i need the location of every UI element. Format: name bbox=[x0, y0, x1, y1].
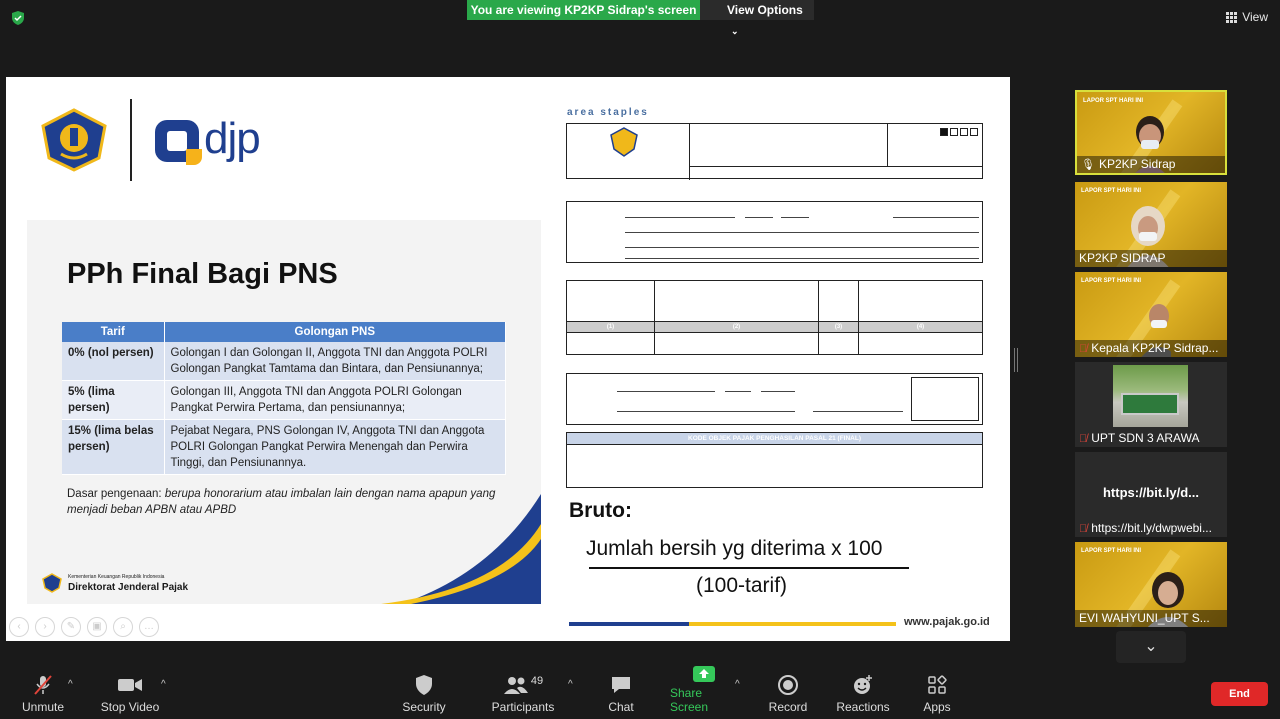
view-label: View bbox=[1242, 10, 1268, 24]
section-c-box bbox=[566, 373, 983, 425]
muted-mic-icon bbox=[32, 674, 54, 696]
tarif-cell: 5% (lima persen) bbox=[62, 381, 164, 420]
participant-name: KP2KP Sidrap bbox=[1098, 157, 1176, 171]
share-options-caret-icon[interactable]: ^ bbox=[735, 679, 740, 690]
view-options-button[interactable] bbox=[700, 0, 814, 36]
video-options-caret-icon[interactable]: ^ bbox=[161, 679, 166, 690]
shared-screen bbox=[6, 77, 1010, 641]
apps-icon bbox=[927, 675, 947, 695]
djp-logo-text: djp bbox=[204, 114, 260, 163]
nama-label: 3. NAMA bbox=[573, 225, 600, 232]
section-b-label: B. PPh PASAL 21 YANG DIPOTONG bbox=[566, 270, 676, 277]
tile-lapor-text: LAPOR SPT HARI INI bbox=[1081, 278, 1142, 284]
signature-box bbox=[911, 377, 979, 421]
slide-footer bbox=[42, 572, 188, 593]
section-a-label: A. IDENTITAS PENERIMA PENGHASILAN YANG DIPOTONG bbox=[566, 193, 750, 200]
tarif-table bbox=[62, 322, 506, 475]
view-options-label: View Options bbox=[727, 3, 803, 17]
list-item: 21 - 402 - 01 Honor dan Imbalan Lain yang Dibebankan kepada APBN atau APBD yang Diterima oleh PNS, Anggota TNI/POLRI, Pejabat Negara dan Pensiunannya bbox=[573, 462, 974, 468]
form-nomor: NOMOR 1 . 4 - ____ - ______ - ________ bbox=[697, 168, 823, 175]
participants-options-caret-icon[interactable]: ^ bbox=[568, 679, 573, 690]
slide-title: PPh Final Bagi PNS bbox=[67, 258, 338, 290]
participant-tile[interactable] bbox=[1075, 362, 1227, 447]
next-slide-icon[interactable]: › bbox=[35, 617, 55, 637]
stop-video-button[interactable]: Stop Video bbox=[100, 667, 160, 719]
participant-name: UPT SDN 3 ARAWA bbox=[1091, 431, 1200, 445]
nik-label: 2. NIK / NO. PASPOR bbox=[813, 210, 877, 217]
golongan-cell: Golongan I dan Golongan II, Anggota TNI dan Anggota POLRI Golongan Pangkat Tamtama dan Bintara, dan Pensiunannya; bbox=[164, 342, 506, 381]
fraction-denominator: (100-tarif) bbox=[696, 574, 788, 597]
more-icon[interactable]: … bbox=[139, 617, 159, 637]
unmute-button[interactable]: Unmute bbox=[20, 667, 66, 719]
golongan-cell: Pejabat Negara, PNS Golongan IV, Anggota TNI dan Anggota POLRI Golongan Pangkat Perwira Menengah dan Perwira Tinggi, dan Pensiunannya. bbox=[164, 420, 506, 475]
tile-lapor-text: LAPOR SPT HARI INI bbox=[1081, 548, 1142, 554]
chevron-down-icon: ⌄ bbox=[731, 26, 739, 36]
kemenkeu-logo-icon bbox=[39, 108, 109, 172]
participants-button[interactable]: 49 Participants bbox=[491, 675, 555, 714]
reactions-button[interactable]: Reactions bbox=[836, 667, 890, 719]
audio-options-caret-icon[interactable]: ^ bbox=[68, 679, 73, 690]
apps-button[interactable]: Apps bbox=[922, 667, 952, 719]
muted-mic-icon: 🎙̸ bbox=[1079, 523, 1088, 535]
participant-name: Kepala KP2KP Sidrap... bbox=[1091, 341, 1219, 355]
table-row bbox=[62, 342, 506, 381]
basis-label: Dasar pengenaan: bbox=[67, 488, 165, 500]
kode-header: KODE OBJEK PAJAK PENGHASILAN PASAL 21 (FINAL) bbox=[567, 433, 982, 445]
b-header: PPh DIPOTONG (Rp) bbox=[859, 281, 983, 322]
footer-bar-blue bbox=[569, 622, 689, 626]
muted-mic-icon: 🎙̸ bbox=[1079, 433, 1088, 445]
section-c-label: C. IDENTITAS PEMOTONG bbox=[566, 365, 648, 372]
participant-tile[interactable] bbox=[1075, 272, 1227, 357]
b-header: JUMLAH PENGHASILAN BRUTO (Rp) bbox=[655, 281, 819, 322]
shield-icon bbox=[414, 674, 434, 696]
video-camera-icon bbox=[117, 676, 143, 694]
table-row bbox=[62, 420, 506, 475]
form-number: FORMULIR 1721 - VII bbox=[901, 140, 971, 147]
list-item: 21 - 401 - 01 Uang Pesangon yang Dibayarkan Sekaligus bbox=[573, 448, 714, 454]
slide-swoosh-decoration bbox=[341, 494, 541, 604]
alamat-label: 4. ALAMAT bbox=[573, 240, 606, 247]
kode-list bbox=[567, 445, 982, 479]
chat-bubble-icon bbox=[610, 675, 632, 695]
golongan-cell: Golongan III, Anggota TNI dan Anggota POLRI Golongan Pangkat Perwira Pertama, dan pensiunannya; bbox=[164, 381, 506, 420]
djp-logo-icon bbox=[155, 120, 199, 162]
share-screen-icon bbox=[692, 664, 716, 684]
tarif-cell: 15% (lima belas persen) bbox=[62, 420, 164, 475]
chat-button[interactable]: Chat bbox=[606, 667, 636, 719]
b-number: (2) bbox=[655, 322, 819, 333]
participant-tile[interactable] bbox=[1075, 452, 1227, 537]
footer-djp: Direktorat Jenderal Pajak bbox=[68, 582, 189, 593]
zoom-icon[interactable]: ⌕ bbox=[113, 617, 133, 637]
panel-resize-handle[interactable] bbox=[1014, 348, 1018, 372]
participant-tile[interactable] bbox=[1075, 90, 1227, 175]
smiley-icon bbox=[852, 674, 874, 696]
kemenkeu-emblem-icon bbox=[609, 127, 639, 157]
participants-count: 49 bbox=[530, 675, 544, 687]
participant-name: https://bit.ly/dwpwebi... bbox=[1091, 521, 1212, 535]
slides-icon[interactable]: ▣ bbox=[87, 617, 107, 637]
slide-panel bbox=[27, 220, 541, 604]
b-number: (1) bbox=[567, 322, 655, 333]
muted-mic-icon: 🎙̸ bbox=[1079, 343, 1088, 355]
chevron-down-icon: ⌄ bbox=[1144, 638, 1158, 655]
form-ministry: KEMENTERIAN KEUANGAN RI DIREKTORAT JENDERAL PAJAK bbox=[580, 160, 676, 172]
table-header-golongan: Golongan PNS bbox=[164, 322, 506, 342]
section-a-box bbox=[566, 201, 983, 263]
participant-tile[interactable] bbox=[1075, 182, 1227, 267]
list-item: 21 - 499 - 99 Objek PPh Pasal 21 Final Lainnya bbox=[573, 469, 690, 475]
form-title: BUKTI PEMOTONGAN PAJAK PENGHASILAN PASAL 21 (FINAL) bbox=[695, 130, 881, 151]
tile-lapor-text: LAPOR SPT HARI INI bbox=[1081, 188, 1142, 194]
b-number: (4) bbox=[859, 322, 983, 333]
c-nama-label: 2. NAMA bbox=[573, 404, 600, 411]
participant-name: KP2KP SIDRAP bbox=[1079, 251, 1166, 265]
security-shield-icon[interactable] bbox=[10, 10, 26, 26]
more-participants-button[interactable] bbox=[1116, 631, 1186, 663]
fraction-numerator: Jumlah bersih yg diterima x 100 bbox=[586, 537, 883, 560]
school-photo bbox=[1113, 365, 1188, 427]
tarif-cell: 0% (nol persen) bbox=[62, 342, 164, 381]
table-header-tarif: Tarif bbox=[62, 322, 164, 342]
tile-lapor-text: LAPOR SPT HARI INI bbox=[1083, 98, 1144, 104]
bruto-label: Bruto: bbox=[569, 499, 632, 522]
b-number: (3) bbox=[819, 322, 859, 333]
table-row bbox=[62, 381, 506, 420]
kemenkeu-small-logo-icon bbox=[42, 573, 62, 593]
form-area-staples: area staples bbox=[567, 107, 649, 118]
pph-table bbox=[566, 280, 983, 355]
list-item: 21 - 401 - 02 Uang Manfaat Pensiun, Tunjangan Hari Tua, atau Jaminan Hari Tua yang Dibayarkan Sekaligus bbox=[573, 455, 840, 461]
grid-icon bbox=[1226, 12, 1237, 23]
share-screen-button[interactable]: Share Screen bbox=[670, 667, 738, 719]
c-ttd-label: 3. TANGGAL & TANDA TANGAN bbox=[817, 384, 912, 391]
footer-bar-yellow bbox=[689, 622, 896, 626]
fraction-line bbox=[589, 567, 909, 569]
record-button[interactable]: Record bbox=[768, 667, 808, 719]
people-icon bbox=[503, 675, 529, 695]
c-npwp-label: 1. NPWP bbox=[573, 384, 600, 391]
participant-tile[interactable] bbox=[1075, 542, 1227, 627]
record-icon bbox=[778, 675, 798, 695]
kode-objek-box bbox=[566, 432, 983, 488]
footer-ministry: Kementerian Keuangan Republik Indonesia bbox=[68, 574, 165, 580]
viewing-banner: You are viewing KP2KP Sidrap's screen bbox=[467, 0, 700, 20]
meeting-toolbar bbox=[0, 667, 1280, 719]
b-header: TARIF bbox=[819, 281, 859, 322]
security-button[interactable]: Security bbox=[400, 667, 448, 719]
b-header: KODE OBJEK PAJAK bbox=[567, 281, 655, 322]
basis-value: berupa honorarium atau imbalan lain dengan nama apapun yang menjadi beban APBN atau APBD bbox=[67, 488, 496, 516]
logo-divider bbox=[130, 99, 132, 181]
end-meeting-button[interactable]: End bbox=[1211, 682, 1268, 706]
view-button[interactable] bbox=[1226, 10, 1268, 24]
form-header bbox=[566, 123, 983, 179]
npwp-label: 1. NPWP bbox=[573, 210, 600, 217]
form-code-boxes bbox=[940, 128, 978, 136]
participant-display-text: https://bit.ly/d... bbox=[1102, 485, 1200, 500]
website-text: www.pajak.go.id bbox=[904, 616, 990, 628]
prev-slide-icon[interactable]: ‹ bbox=[9, 617, 29, 637]
pen-icon[interactable]: ✎ bbox=[61, 617, 81, 637]
participant-name: EVI WAHYUNI_UPT S... bbox=[1079, 611, 1210, 625]
slide-controls bbox=[9, 617, 159, 637]
active-speaker-icon: 🎙 bbox=[1081, 159, 1095, 171]
